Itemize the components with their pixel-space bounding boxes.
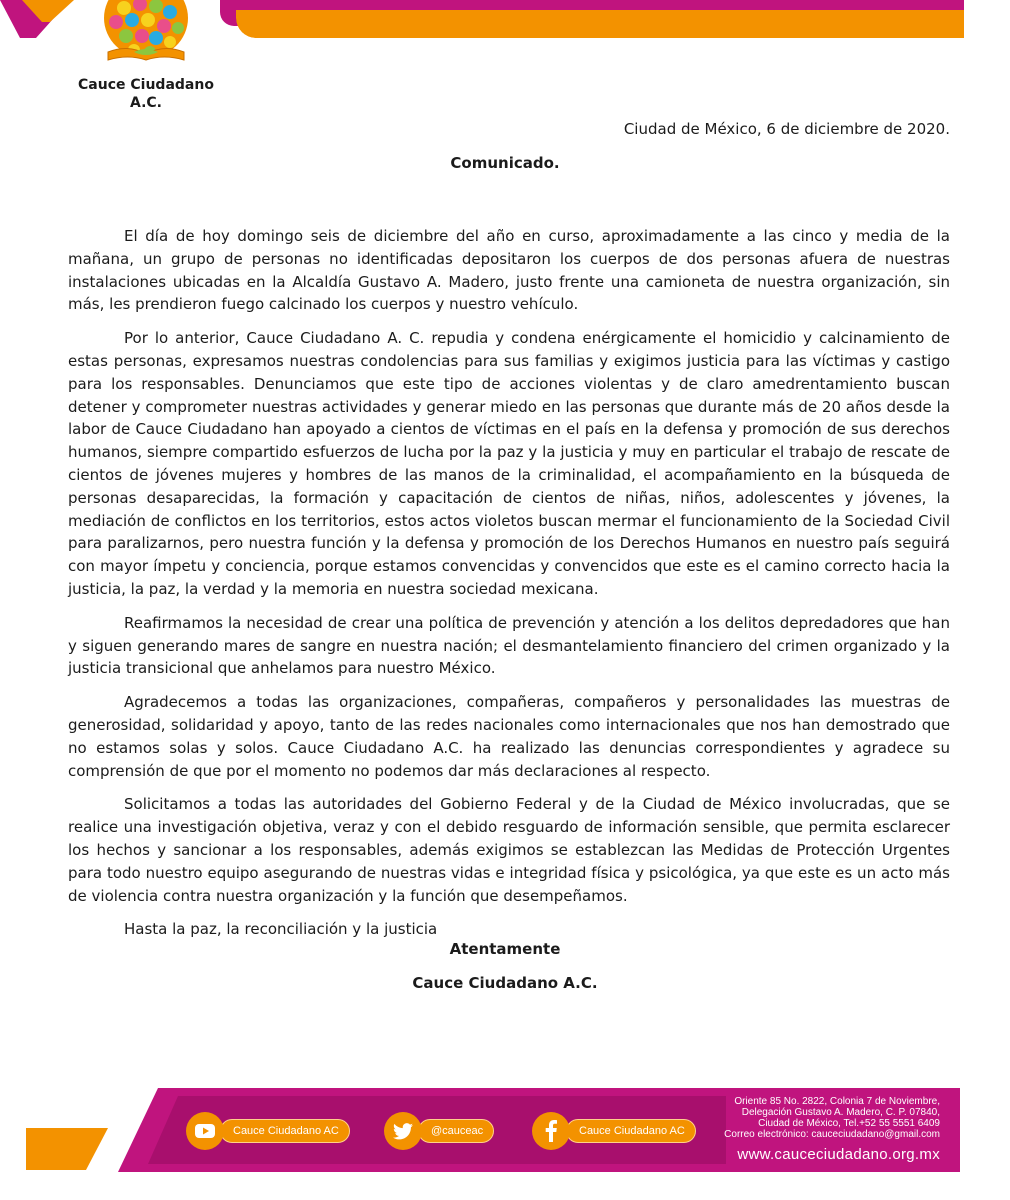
facebook-link[interactable] [532, 1112, 696, 1150]
paragraph-2: Por lo anterior, Cauce Ciudadano A. C. repudia y condena enérgicamente el homicidio y calcinamiento de estas personas, expresamos nuestras condolencias para sus familias y exigimos justicia para las víctimas y castigo para los responsables. Denunciamos que este tipo de acciones violentas y de claro amedrentamiento buscan detener y comprometer nuestras actividades y generar miedo en las personas que durante más de 20 años desde la labor de Cauce Ciudadano han apoyado a cientos de víctimas en el país en la defensa y promoción de sus derechos humanos, siempre compartido esfuerzos de lucha por la paz y la justicia y muy en particular el trabajo de rescate de cientos de jóvenes mujeres y hombres de las manos de la criminalidad, el acompañamiento en la búsqueda de personas desaparecidas, la formación y capacitación de cientos de niñas, niños, adolescentes y jóvenes, la mediación de conflictos en los territorios, estos actos violetos buscan mermar el funcionamiento de la Sociedad Civil para paralizarnos, pero nuestra función y la defensa y promoción de los Derechos Humanos en nuestro país seguirá con mayor ímpetu y conciencia, porque estamos convencidas y convencidos que este es el camino correcto hacia la justicia, la paz, la verdad y la memoria en nuestra sociedad mexicana. [68, 329, 950, 598]
twitter-link[interactable] [384, 1112, 494, 1150]
address-line-email: Correo electrónico: cauceciudadano@gmail.com [724, 1129, 940, 1140]
organization-name-line2: A.C. [129, 95, 162, 111]
signature-line: Cauce Ciudadano A.C. [412, 974, 598, 992]
paragraph-5: Solicitamos a todas las autoridades del Gobierno Federal y de la Ciudad de México involucradas, que se realice una investigación objetiva, veraz y con el debido resguardo de información sensible, que permita esclarecer los hechos y sancionar a los responsables, además exigimos se establezcan las Medidas de Protección Urgentes para todo nuestro equipo asegurando de nuestras vidas e integridad física y psicológica, ya que este es un acto más de violencia contra nuestra organización y la función que desempeñamos. [68, 795, 950, 905]
paragraph-1: El día de hoy domingo seis de diciembre del año en curso, aproximadamente a las cinco y media de la mañana, un grupo de personas no identificadas depositaron los cuerpos de dos personas afuera de nuestras instalaciones ubicadas en la Alcaldía Gustavo A. Madero, justo frente una camioneta de nuestra organización, sin más, les prendieron fuego calcinado los cuerpos y nuestro vehículo. [68, 227, 950, 314]
organization-name [60, 76, 232, 112]
youtube-label[interactable]: Cauce Ciudadano AC [220, 1119, 350, 1143]
letter-body [68, 225, 950, 941]
closing-line: Atentamente [449, 940, 561, 958]
address-line-1: Oriente 85 No. 2822, Colonia 7 de Noviembre, [734, 1096, 940, 1107]
youtube-icon[interactable] [186, 1112, 224, 1150]
footer-address [680, 1096, 940, 1140]
facebook-label[interactable]: Cauce Ciudadano AC [566, 1119, 696, 1143]
footer-corner-orange [26, 1128, 108, 1170]
website-link[interactable]: www.cauceciudadano.org.mx [737, 1146, 940, 1163]
paragraph-6: Hasta la paz, la reconciliación y la justicia [124, 920, 438, 939]
youtube-link[interactable] [186, 1112, 350, 1150]
address-line-3: Ciudad de México, Tel.+52 55 5551 6409 [758, 1118, 940, 1129]
address-line-2: Delegación Gustavo A. Madero, C. P. 07840, [741, 1107, 940, 1118]
paragraph-4: Agradecemos a todas las organizaciones, compañeras, compañeros y personalidades las muestras de generosidad, solidaridad y apoyo, tanto de las redes nacionales como internacionales que nos han demostrado que no estamos solas y solos. Cauce Ciudadano A.C. ha realizado las denuncias correspondientes y agradece su comprensión de que por el momento no podemos dar más declaraciones al respecto. [68, 693, 950, 780]
twitter-icon[interactable] [384, 1112, 422, 1150]
organization-logo [88, 0, 204, 62]
letter-date: Ciudad de México, 6 de diciembre de 2020. [623, 120, 950, 138]
twitter-label[interactable]: @cauceac [418, 1119, 494, 1143]
organization-name-line1: Cauce Ciudadano [78, 77, 214, 93]
letter-title: Comunicado. [450, 154, 560, 172]
facebook-icon[interactable] [532, 1112, 570, 1150]
paragraph-3: Reafirmamos la necesidad de crear una política de prevención y atención a los delitos depredadores que han y siguen generando mares de sangre en nuestra nación; el desmantelamiento financiero del crimen organizado y la justicia transicional que anhelamos para nuestro México. [68, 613, 950, 678]
